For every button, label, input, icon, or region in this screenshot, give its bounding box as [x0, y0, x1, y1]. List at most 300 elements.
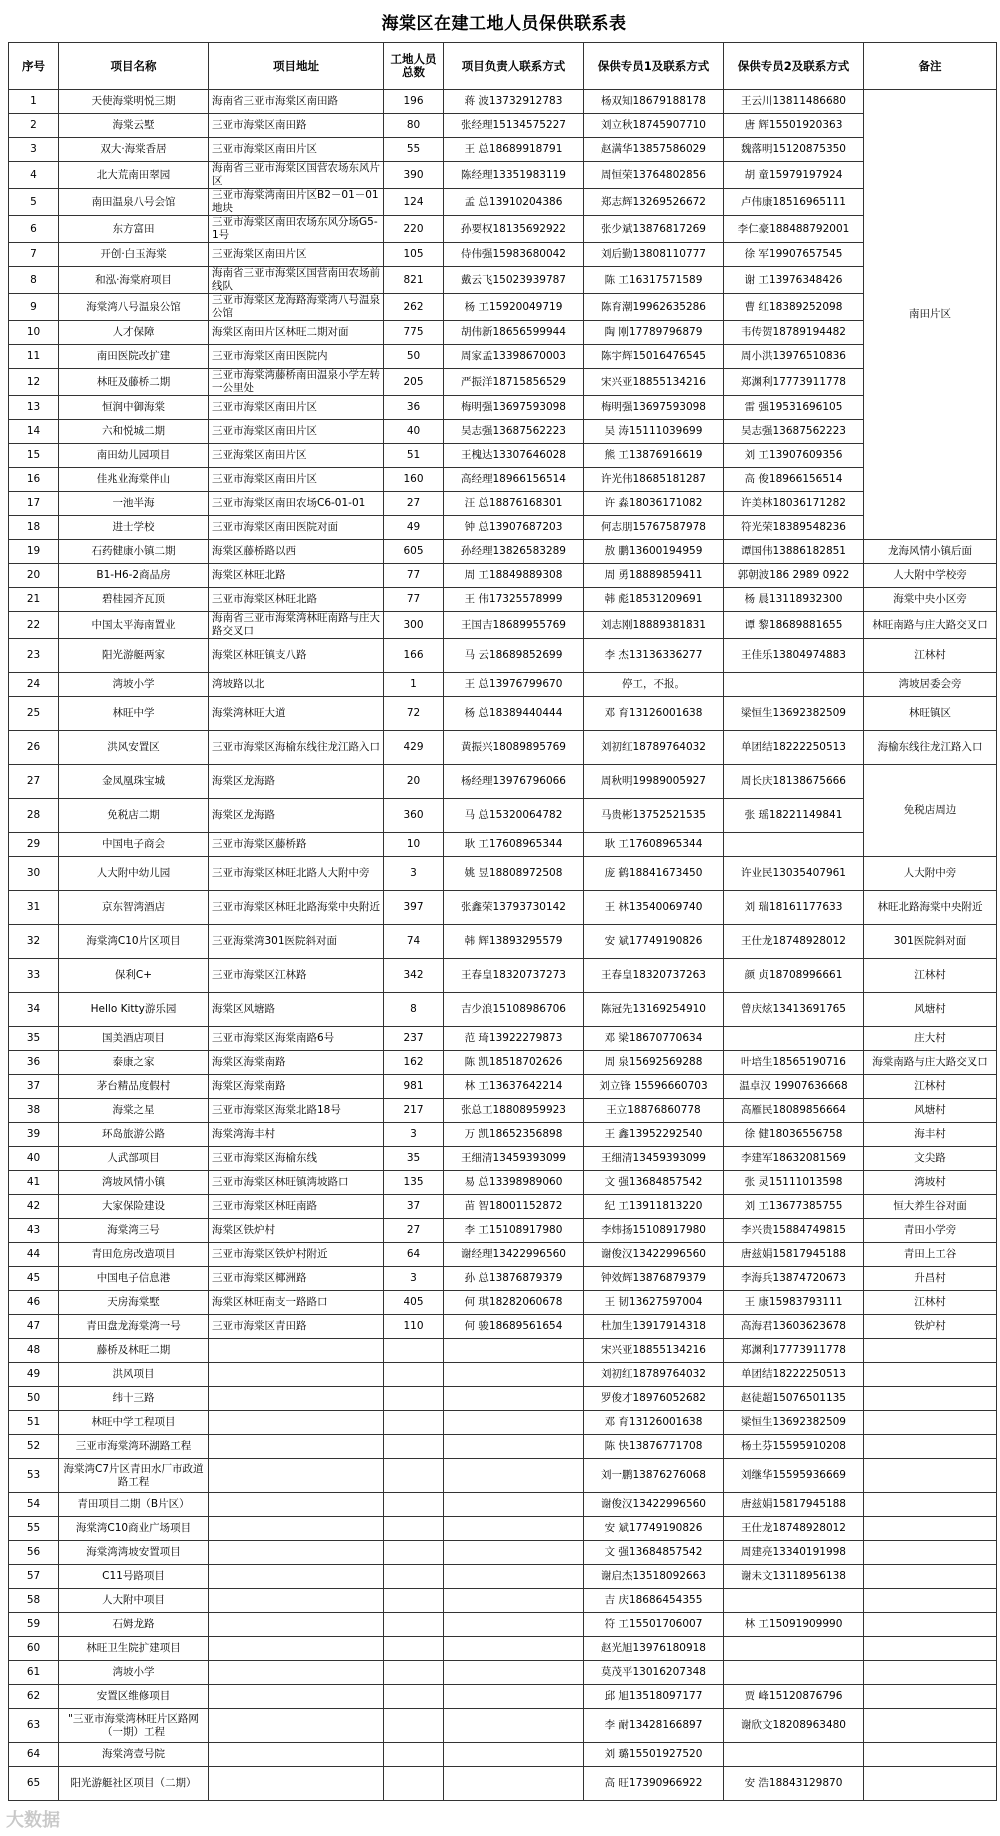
cell-manager: 黄振兴18089895769: [444, 731, 584, 765]
table-row: [9, 1027, 997, 1051]
cell-count: 360: [384, 799, 444, 833]
table-row: [9, 321, 997, 345]
cell-manager: 王 伟17325578999: [444, 588, 584, 612]
cell-name: 免税店二期: [59, 799, 209, 833]
table-row: [9, 1709, 997, 1743]
cell-no: 15: [9, 444, 59, 468]
cell-addr: 三亚市海棠区藤桥路: [209, 833, 384, 857]
cell-s2: 贾 峰15120876796: [724, 1685, 864, 1709]
table-row: [9, 765, 997, 799]
cell-s2: 许美林18036171282: [724, 492, 864, 516]
cell-s2: 林 工15091909990: [724, 1613, 864, 1637]
cell-addr: 三亚市海棠区林旺南路: [209, 1195, 384, 1219]
cell-addr: 海棠区风塘路: [209, 993, 384, 1027]
cell-manager: 何 琪18282060678: [444, 1291, 584, 1315]
cell-s1: 陶 刚17789796879: [584, 321, 724, 345]
cell-name: 湾坡风情小镇: [59, 1171, 209, 1195]
cell-note: 人大附中学校旁: [864, 564, 997, 588]
header-count: 工地人员总数: [384, 43, 444, 90]
cell-s2: 周小洪13976510836: [724, 345, 864, 369]
cell-count: 55: [384, 138, 444, 162]
cell-name: 藤桥及林旺二期: [59, 1339, 209, 1363]
cell-manager: 杨经理13976796066: [444, 765, 584, 799]
cell-name: 恒润中御海棠: [59, 396, 209, 420]
cell-no: 5: [9, 189, 59, 216]
cell-name: 大家保险建设: [59, 1195, 209, 1219]
cell-name: 阳光游艇两家: [59, 639, 209, 673]
cell-s1: 许 淼18036171082: [584, 492, 724, 516]
cell-name: 泰康之家: [59, 1051, 209, 1075]
table-row: [9, 444, 997, 468]
table-row: [9, 420, 997, 444]
table-row: [9, 1493, 997, 1517]
cell-no: 9: [9, 294, 59, 321]
cell-s2: [724, 1661, 864, 1685]
cell-note: [864, 1767, 997, 1801]
cell-manager: 孙经理13826583289: [444, 540, 584, 564]
cell-name: 林旺中学: [59, 697, 209, 731]
table-row: [9, 1363, 997, 1387]
cell-s1: 邓 育13126001638: [584, 697, 724, 731]
cell-manager: [444, 1363, 584, 1387]
table-row: [9, 1339, 997, 1363]
table-row: [9, 1291, 997, 1315]
cell-s1: 钟效辉13876879379: [584, 1267, 724, 1291]
cell-name: 佳兆业海棠伴山: [59, 468, 209, 492]
cell-s1: 符 工15501706007: [584, 1613, 724, 1637]
cell-name: 一池半海: [59, 492, 209, 516]
cell-s1: 赵光旭13976180918: [584, 1637, 724, 1661]
cell-s2: 李海兵13874720673: [724, 1267, 864, 1291]
cell-count: [384, 1339, 444, 1363]
cell-s2: 郑渊利17773911778: [724, 369, 864, 396]
cell-count: 51: [384, 444, 444, 468]
cell-no: 20: [9, 564, 59, 588]
cell-s1: 刘志刚18889381831: [584, 612, 724, 639]
cell-manager: 钟 总13907687203: [444, 516, 584, 540]
cell-s1: 刘初红18789764032: [584, 731, 724, 765]
cell-manager: 韩 辉13893295579: [444, 925, 584, 959]
cell-note: [864, 1493, 997, 1517]
cell-note: 湾坡居委会旁: [864, 673, 997, 697]
cell-s2: 温卓汉 19907636668: [724, 1075, 864, 1099]
table-row: [9, 959, 997, 993]
cell-s1: 周 泉15692569288: [584, 1051, 724, 1075]
cell-addr: [209, 1589, 384, 1613]
cell-s1: 王 鑫13952292540: [584, 1123, 724, 1147]
cell-s1: 王春皇18320737263: [584, 959, 724, 993]
table-row: [9, 1435, 997, 1459]
cell-s1: 邱 旭13518097177: [584, 1685, 724, 1709]
cell-no: 31: [9, 891, 59, 925]
cell-note: 江林村: [864, 1291, 997, 1315]
cell-no: 11: [9, 345, 59, 369]
cell-manager: 苗 智18001152872: [444, 1195, 584, 1219]
cell-no: 62: [9, 1685, 59, 1709]
cell-manager: 王国吉18689955769: [444, 612, 584, 639]
cell-no: 25: [9, 697, 59, 731]
table-row: [9, 516, 997, 540]
cell-manager: 吴志强13687562223: [444, 420, 584, 444]
cell-s1: 刘后勤13808110777: [584, 243, 724, 267]
cell-name: 进士学校: [59, 516, 209, 540]
cell-count: 205: [384, 369, 444, 396]
cell-s1: 陈育潮19962635286: [584, 294, 724, 321]
table-row: [9, 1637, 997, 1661]
cell-s2: 张 瑶18221149841: [724, 799, 864, 833]
cell-no: 18: [9, 516, 59, 540]
table-row: [9, 1589, 997, 1613]
cell-manager: 林 工13637642214: [444, 1075, 584, 1099]
cell-name: 青田盘龙海棠湾一号: [59, 1315, 209, 1339]
cell-no: 7: [9, 243, 59, 267]
cell-s1: 郑志辉13269526672: [584, 189, 724, 216]
table-row: [9, 799, 997, 833]
cell-s1: 文 强13684857542: [584, 1541, 724, 1565]
cell-manager: 马 总15320064782: [444, 799, 584, 833]
cell-name: 国美酒店项目: [59, 1027, 209, 1051]
cell-s2: 李建军18632081569: [724, 1147, 864, 1171]
cell-s1: 马贵彬13752521535: [584, 799, 724, 833]
cell-addr: 三亚市海棠区海棠南路6号: [209, 1027, 384, 1051]
cell-manager: [444, 1435, 584, 1459]
cell-name: 海棠湾C10商业广场项目: [59, 1517, 209, 1541]
cell-name: 海棠湾三号: [59, 1219, 209, 1243]
table-row: [9, 697, 997, 731]
table-row: [9, 468, 997, 492]
cell-s1: 高 旺17390966922: [584, 1767, 724, 1801]
cell-s2: 高雁民18089856664: [724, 1099, 864, 1123]
cell-no: 55: [9, 1517, 59, 1541]
cell-note: [864, 1541, 997, 1565]
cell-count: 49: [384, 516, 444, 540]
cell-s1: 杨双知18679188178: [584, 90, 724, 114]
cell-addr: [209, 1387, 384, 1411]
cell-note: [864, 1709, 997, 1743]
cell-name: 六和悦城二期: [59, 420, 209, 444]
cell-s2: 唐 辉15501920363: [724, 114, 864, 138]
cell-name: Hello Kitty游乐园: [59, 993, 209, 1027]
table-row: [9, 673, 997, 697]
cell-note: [864, 1517, 997, 1541]
cell-addr: [209, 1613, 384, 1637]
cell-count: 36: [384, 396, 444, 420]
cell-name: 金凤凰珠宝城: [59, 765, 209, 799]
cell-no: 33: [9, 959, 59, 993]
cell-manager: 万 凯18652356898: [444, 1123, 584, 1147]
cell-s1: 敖 鹏13600194959: [584, 540, 724, 564]
cell-s2: 李兴贵15884749815: [724, 1219, 864, 1243]
cell-manager: 王春皇18320737273: [444, 959, 584, 993]
cell-no: 1: [9, 90, 59, 114]
cell-name: 南田温泉八号会馆: [59, 189, 209, 216]
cell-count: 342: [384, 959, 444, 993]
cell-s1: 刘立锋 15596660703: [584, 1075, 724, 1099]
cell-count: 8: [384, 993, 444, 1027]
table-row: [9, 396, 997, 420]
cell-count: [384, 1459, 444, 1493]
cell-count: 3: [384, 1267, 444, 1291]
cell-count: 237: [384, 1027, 444, 1051]
cell-addr: 海棠湾海丰村: [209, 1123, 384, 1147]
cell-no: 42: [9, 1195, 59, 1219]
cell-note: 海榆东线往龙江路入口: [864, 731, 997, 765]
cell-note: [864, 1339, 997, 1363]
cell-count: 77: [384, 564, 444, 588]
table-row: [9, 294, 997, 321]
cell-no: 26: [9, 731, 59, 765]
cell-note-merged: 南田片区: [864, 90, 997, 540]
cell-note: [864, 1459, 997, 1493]
cell-no: 58: [9, 1589, 59, 1613]
cell-count: [384, 1637, 444, 1661]
table-row: [9, 1517, 997, 1541]
cell-manager: 梅明强13697593098: [444, 396, 584, 420]
cell-name: 青田危房改造项目: [59, 1243, 209, 1267]
cell-no: 6: [9, 216, 59, 243]
cell-addr: 三亚市海棠区南田医院内: [209, 345, 384, 369]
cell-note: 龙海风情小镇后面: [864, 540, 997, 564]
cell-count: 166: [384, 639, 444, 673]
cell-s1: 吴 涛15111039699: [584, 420, 724, 444]
cell-addr: 海棠湾林旺大道: [209, 697, 384, 731]
cell-no: 45: [9, 1267, 59, 1291]
cell-name: 双大·海棠香居: [59, 138, 209, 162]
cell-count: [384, 1613, 444, 1637]
cell-note: 铁炉村: [864, 1315, 997, 1339]
cell-s1: 李 耐13428166897: [584, 1709, 724, 1743]
cell-addr: [209, 1661, 384, 1685]
cell-count: 40: [384, 420, 444, 444]
cell-note: [864, 1613, 997, 1637]
cell-s2: [724, 833, 864, 857]
cell-count: 27: [384, 1219, 444, 1243]
cell-count: 124: [384, 189, 444, 216]
cell-name: 洪风项目: [59, 1363, 209, 1387]
cell-addr: 三亚市海棠区南田医院对面: [209, 516, 384, 540]
cell-s2: [724, 1637, 864, 1661]
cell-addr: 三亚市海棠区南田路: [209, 114, 384, 138]
cell-addr: 海南省三亚市海棠区南田路: [209, 90, 384, 114]
cell-note: 恒大养生谷对面: [864, 1195, 997, 1219]
cell-no: 48: [9, 1339, 59, 1363]
table-row: [9, 243, 997, 267]
cell-count: 110: [384, 1315, 444, 1339]
cell-count: [384, 1565, 444, 1589]
cell-no: 52: [9, 1435, 59, 1459]
cell-s1: 王 韧13627597004: [584, 1291, 724, 1315]
cell-name: 海棠湾八号温泉公馆: [59, 294, 209, 321]
cell-addr: 三亚市海棠区南田片区: [209, 138, 384, 162]
cell-count: [384, 1493, 444, 1517]
cell-addr: 三亚市海棠区南田片区: [209, 468, 384, 492]
cell-no: 2: [9, 114, 59, 138]
cell-no: 63: [9, 1709, 59, 1743]
table-row: [9, 588, 997, 612]
cell-count: 64: [384, 1243, 444, 1267]
cell-manager: 陈 凯18518702626: [444, 1051, 584, 1075]
cell-s2: 胡 童15979197924: [724, 162, 864, 189]
cell-addr: [209, 1743, 384, 1767]
cell-count: 10: [384, 833, 444, 857]
cell-s2: 徐 军19907657545: [724, 243, 864, 267]
cell-addr: [209, 1541, 384, 1565]
cell-note: 海棠南路与庄大路交叉口: [864, 1051, 997, 1075]
cell-addr: 三亚海棠湾301医院斜对面: [209, 925, 384, 959]
table-row: [9, 138, 997, 162]
cell-s1: 王 林13540069740: [584, 891, 724, 925]
cell-count: 160: [384, 468, 444, 492]
cell-addr: 海南省三亚市海棠区国营南田农场前线队: [209, 267, 384, 294]
cell-no: 29: [9, 833, 59, 857]
cell-count: 162: [384, 1051, 444, 1075]
table-row: [9, 612, 997, 639]
cell-addr: 三亚海棠区南田片区: [209, 243, 384, 267]
cell-no: 37: [9, 1075, 59, 1099]
cell-addr: [209, 1565, 384, 1589]
cell-addr: 海南省三亚市海棠区国营农场东风片区: [209, 162, 384, 189]
cell-note: 江林村: [864, 959, 997, 993]
cell-s1: 陈冠先13169254910: [584, 993, 724, 1027]
cell-count: 72: [384, 697, 444, 731]
table-row: [9, 1387, 997, 1411]
cell-count: 429: [384, 731, 444, 765]
cell-name: 青田项目二期（B片区）: [59, 1493, 209, 1517]
cell-manager: 张经理15134575227: [444, 114, 584, 138]
cell-no: 32: [9, 925, 59, 959]
table-row: [9, 1219, 997, 1243]
cell-count: 3: [384, 857, 444, 891]
cell-addr: 三亚市海棠区龙海路海棠湾八号温泉公馆: [209, 294, 384, 321]
table-row: [9, 1195, 997, 1219]
cell-s2: 王云川13811486680: [724, 90, 864, 114]
cell-count: 981: [384, 1075, 444, 1099]
cell-count: 74: [384, 925, 444, 959]
cell-name: 保利C+: [59, 959, 209, 993]
cell-note: 升昌村: [864, 1267, 997, 1291]
cell-name: 海棠湾湾坡安置项目: [59, 1541, 209, 1565]
cell-name: 和泓·海棠府项目: [59, 267, 209, 294]
cell-count: [384, 1541, 444, 1565]
cell-addr: 三亚市海棠区青田路: [209, 1315, 384, 1339]
cell-s2: 许业民13035407961: [724, 857, 864, 891]
cell-manager: [444, 1709, 584, 1743]
cell-s2: 曹 红18389252098: [724, 294, 864, 321]
header-row: [9, 43, 997, 90]
cell-s2: 谢未文13118956138: [724, 1565, 864, 1589]
table-row: [9, 925, 997, 959]
cell-manager: 杨 总18389440444: [444, 697, 584, 731]
cell-name: 茅台精品度假村: [59, 1075, 209, 1099]
cell-s2: 刘 瑞18161177633: [724, 891, 864, 925]
cell-count: 196: [384, 90, 444, 114]
cell-note: [864, 1411, 997, 1435]
table-row: [9, 1123, 997, 1147]
cell-s1: 熊 工13876916619: [584, 444, 724, 468]
table-row: [9, 492, 997, 516]
cell-s1: 张少斌13876817269: [584, 216, 724, 243]
cell-s2: 高海君13603623678: [724, 1315, 864, 1339]
cell-manager: 姚 昱18808972508: [444, 857, 584, 891]
cell-s2: [724, 673, 864, 697]
cell-addr: 三亚市海棠区南田农场C6-01-01: [209, 492, 384, 516]
cell-no: 17: [9, 492, 59, 516]
cell-note: 湾坡村: [864, 1171, 997, 1195]
cell-count: 220: [384, 216, 444, 243]
cell-manager: 张总工18808959923: [444, 1099, 584, 1123]
cell-addr: [209, 1637, 384, 1661]
cell-s2: 高 俊18966156514: [724, 468, 864, 492]
cell-manager: 蒋 波13732912783: [444, 90, 584, 114]
cell-manager: 陈经理13351983119: [444, 162, 584, 189]
cell-manager: 杨 工15920049719: [444, 294, 584, 321]
cell-s2: 张 灵15111013598: [724, 1171, 864, 1195]
cell-count: 775: [384, 321, 444, 345]
cell-addr: [209, 1709, 384, 1743]
cell-name: 中国太平海南置业: [59, 612, 209, 639]
table-row: [9, 1661, 997, 1685]
cell-no: 36: [9, 1051, 59, 1075]
table-row: [9, 1743, 997, 1767]
header-note: 备注: [864, 43, 997, 90]
cell-s1: 邓 梁18670770634: [584, 1027, 724, 1051]
table-row: [9, 1613, 997, 1637]
cell-name: 纬十三路: [59, 1387, 209, 1411]
cell-note: 海棠中央小区旁: [864, 588, 997, 612]
cell-no: 46: [9, 1291, 59, 1315]
cell-count: [384, 1685, 444, 1709]
cell-manager: 汪 总18876168301: [444, 492, 584, 516]
cell-name: 湾坡小学: [59, 1661, 209, 1685]
cell-addr: 海棠区海棠南路: [209, 1051, 384, 1075]
cell-manager: 马 云18689852699: [444, 639, 584, 673]
cell-addr: [209, 1517, 384, 1541]
cell-manager: 胡伟新18656599944: [444, 321, 584, 345]
cell-no: 54: [9, 1493, 59, 1517]
cell-name: 人大附中幼儿园: [59, 857, 209, 891]
cell-manager: [444, 1339, 584, 1363]
cell-s1: 韩 彪18531209691: [584, 588, 724, 612]
cell-no: 65: [9, 1767, 59, 1801]
cell-count: [384, 1363, 444, 1387]
cell-s1: 宋兴亚18855134216: [584, 369, 724, 396]
cell-no: 12: [9, 369, 59, 396]
cell-no: 47: [9, 1315, 59, 1339]
cell-no: 35: [9, 1027, 59, 1051]
table-row: [9, 993, 997, 1027]
cell-s2: 颜 贞18708996661: [724, 959, 864, 993]
table-row: [9, 540, 997, 564]
table-row: [9, 369, 997, 396]
cell-s1: 耿 工17608965344: [584, 833, 724, 857]
cell-s2: 王佳乐13804974883: [724, 639, 864, 673]
cell-s1: 停工，不报。: [584, 673, 724, 697]
table-row: [9, 639, 997, 673]
cell-count: 262: [384, 294, 444, 321]
cell-no: 38: [9, 1099, 59, 1123]
cell-addr: 三亚市海棠区椰洲路: [209, 1267, 384, 1291]
cell-s2: 徐 健18036556758: [724, 1123, 864, 1147]
cell-manager: 孙要权18135692922: [444, 216, 584, 243]
table-row: [9, 891, 997, 925]
table-row: [9, 345, 997, 369]
table-row: [9, 1459, 997, 1493]
cell-s1: 王细清13459393099: [584, 1147, 724, 1171]
cell-count: [384, 1435, 444, 1459]
cell-note: [864, 1363, 997, 1387]
cell-s2: [724, 1589, 864, 1613]
cell-addr: 海棠区林旺南支一路路口: [209, 1291, 384, 1315]
